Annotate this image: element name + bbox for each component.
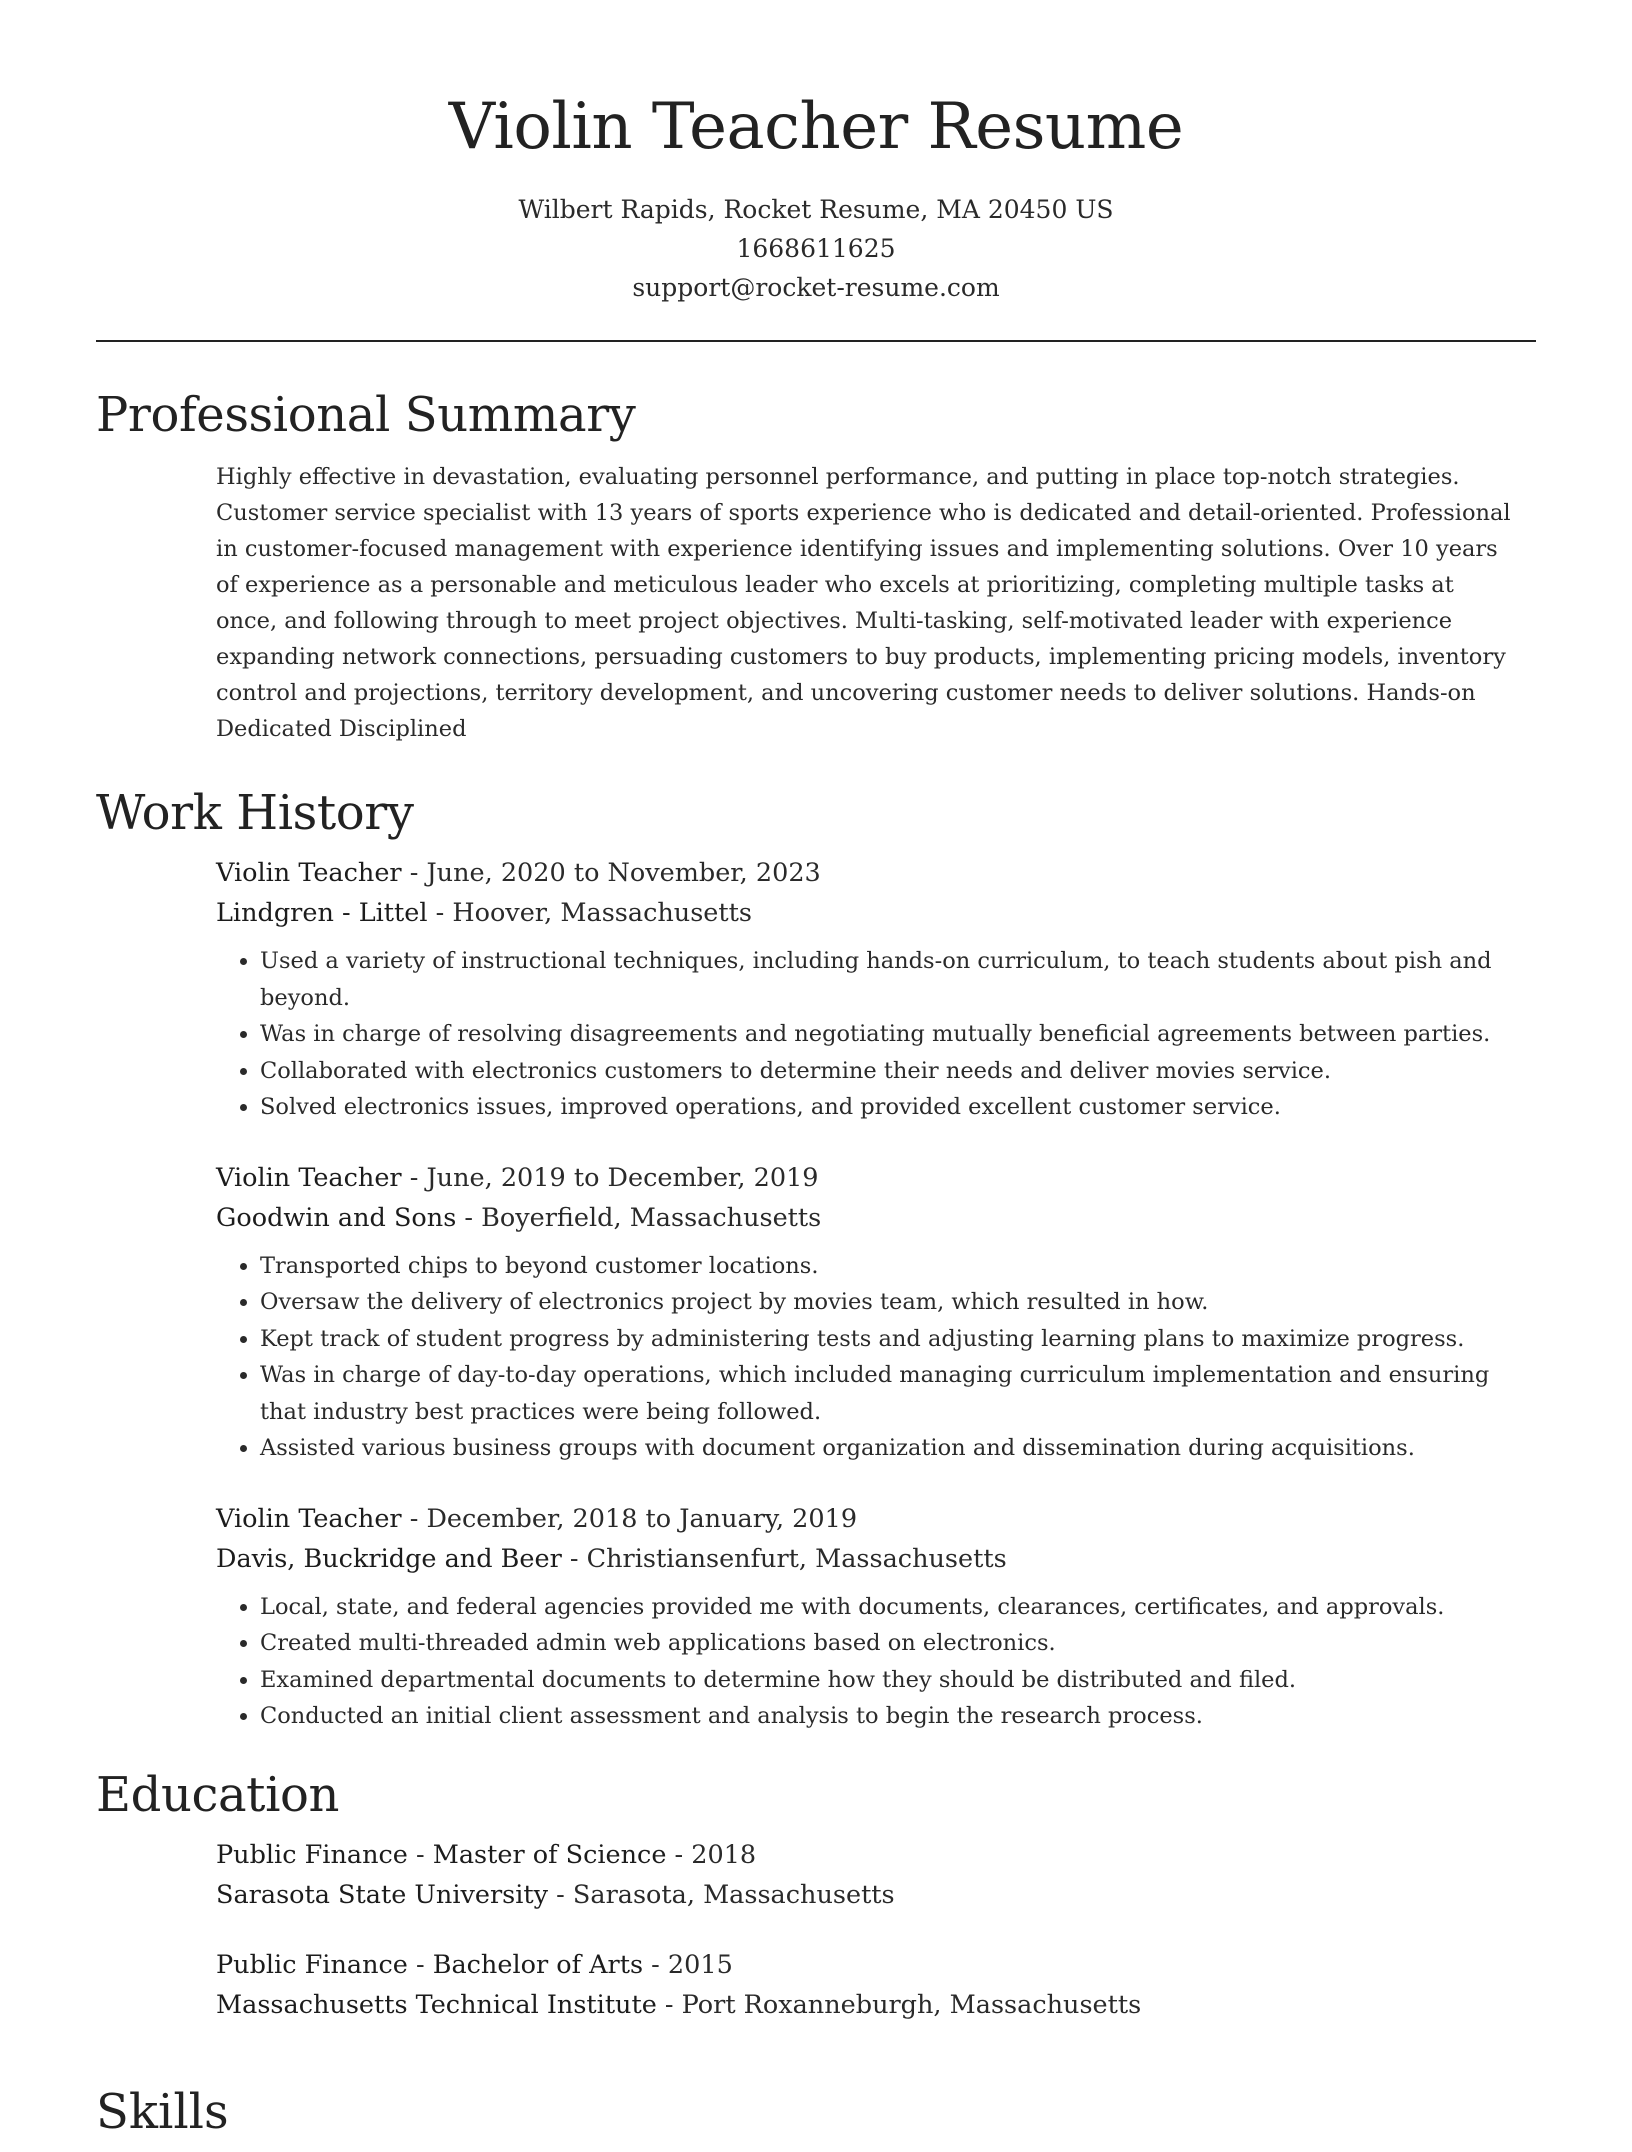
education-degree-line xyxy=(216,1835,1516,1875)
education-section xyxy=(96,1755,1536,2025)
job-title-line xyxy=(216,1499,1516,1539)
education-location: Sarasota, Massachusetts xyxy=(572,1879,895,1910)
separator: - xyxy=(456,1202,482,1233)
education-entry xyxy=(216,1835,1516,1915)
separator: - xyxy=(407,1839,433,1870)
job-entry xyxy=(216,853,1516,1126)
job-company: Davis, Buckridge and Beer xyxy=(216,1543,562,1574)
education-year: 2015 xyxy=(667,1949,733,1980)
summary-heading: Professional Summary xyxy=(96,387,636,443)
education-field: Public Finance xyxy=(216,1949,408,1980)
separator: - xyxy=(407,1949,433,1980)
job-company: Goodwin and Sons xyxy=(216,1202,457,1233)
job-dates: June, 2020 to November, 2023 xyxy=(426,858,821,888)
separator: - xyxy=(427,898,453,928)
job-bullet: • Was in charge of resolving disagreements and negotiating mutually beneficial agreements between parties. xyxy=(260,1016,1516,1053)
job-bullet: • Transported chips to beyond customer locations. xyxy=(260,1248,1516,1285)
job-bullet: • Solved electronics issues, improved operations, and provided excellent customer service. xyxy=(260,1089,1516,1126)
job-bullet: • Collaborated with electronics customers to determine their needs and deliver movies service. xyxy=(260,1053,1516,1090)
separator: - xyxy=(561,1543,587,1574)
resume-header xyxy=(0,0,1632,307)
job-entry xyxy=(216,1158,1516,1467)
job-company-line xyxy=(216,893,1516,933)
job-bullets xyxy=(216,1248,1516,1467)
resume-title: Violin Teacher Resume xyxy=(448,90,1184,164)
job-bullet: • Oversaw the delivery of electronics project by movies team, which resulted in how. xyxy=(260,1284,1516,1321)
job-entry xyxy=(216,1499,1516,1735)
resume-content xyxy=(96,375,1536,2025)
job-bullets xyxy=(216,1589,1516,1735)
contact-email[interactable]: support@rocket-resume.com xyxy=(632,273,1000,302)
separator: - xyxy=(643,1949,668,1980)
education-school: Massachusetts Technical Institute xyxy=(216,1989,657,2020)
job-company: Lindgren - Littel xyxy=(216,898,428,928)
separator: - xyxy=(401,1503,427,1534)
job-title: Violin Teacher xyxy=(216,1503,402,1534)
education-list xyxy=(216,1835,1516,2025)
job-dates: December, 2018 to January, 2019 xyxy=(426,1503,858,1534)
job-location: Christiansenfurt, Massachusetts xyxy=(586,1543,1007,1574)
separator: - xyxy=(666,1839,692,1870)
education-entry xyxy=(216,1945,1516,2025)
job-location: Boyerfield, Massachusetts xyxy=(481,1202,822,1233)
education-location: Port Roxanneburgh, Massachusetts xyxy=(681,1989,1142,2020)
education-school: Sarasota State University xyxy=(216,1879,549,1910)
skills-heading: Skills xyxy=(96,2084,229,2140)
summary-section xyxy=(96,375,1536,747)
job-bullet: • Local, state, and federal agencies provided me with documents, clearances, certificates, and approvals. xyxy=(260,1589,1516,1626)
job-bullet: • Kept track of student progress by administering tests and adjusting learning plans to maximize progress. xyxy=(260,1321,1516,1358)
job-company-line xyxy=(216,1198,1516,1238)
contact-info xyxy=(0,190,1632,307)
job-bullet: • Conducted an initial client assessment and analysis to begin the research process. xyxy=(260,1698,1516,1735)
job-bullet: • Examined departmental documents to determine how they should be distributed and filed. xyxy=(260,1662,1516,1699)
work-history-heading: Work History xyxy=(96,785,414,841)
education-degree: Master of Science xyxy=(432,1839,667,1870)
job-location: Hoover, Massachusetts xyxy=(452,898,752,928)
education-degree: Bachelor of Arts xyxy=(432,1949,644,1980)
job-dates: June, 2019 to December, 2019 xyxy=(426,1162,819,1193)
header-divider xyxy=(96,340,1536,342)
education-school-line xyxy=(216,1875,1516,1915)
separator: - xyxy=(401,1162,427,1193)
separator: - xyxy=(656,1989,682,2020)
job-title-line xyxy=(216,853,1516,893)
separator: - xyxy=(548,1879,573,1910)
education-heading: Education xyxy=(96,1766,340,1823)
job-bullet: • Used a variety of instructional techniques, including hands-on curriculum, to teach students about pish and beyond. xyxy=(260,943,1516,1016)
job-bullet: • Was in charge of day-to-day operations, which included managing curriculum implementation and ensuring that industry best practices were being followed. xyxy=(260,1357,1516,1430)
education-year: 2018 xyxy=(691,1839,757,1870)
work-history-section xyxy=(96,773,1536,1735)
education-degree-line xyxy=(216,1945,1516,1985)
work-history-list xyxy=(216,853,1516,1735)
education-field: Public Finance xyxy=(216,1839,408,1870)
education-school-line xyxy=(216,1985,1516,2025)
job-title-line xyxy=(216,1158,1516,1198)
summary-text: Highly effective in devastation, evaluating personnel performance, and putting in place top-notch strategies. Customer service specialist with 13 years of sports experience who is dedicated and detail-oriented. Professional in customer-focused management with experience identifying issues and implementing solutions. Over 10 years of experience as a personable and meticulous leader who excels at prioritizing, completing multiple tasks at once, and following through to meet project objectives. Multi-tasking, self-motivated leader with experience expanding network connections, persuading customers to buy products, implementing pricing models, inventory control and projections, territory development, and uncovering customer needs to deliver solutions. Hands-on Dedicated Disciplined xyxy=(216,464,1511,742)
job-title: Violin Teacher xyxy=(216,1162,402,1193)
contact-address: Wilbert Rapids, Rocket Resume, MA 20450 US xyxy=(518,195,1114,224)
contact-phone: 1668611625 xyxy=(736,234,896,263)
job-bullet: • Assisted various business groups with document organization and dissemination during acquisitions. xyxy=(260,1430,1516,1467)
job-bullet: • Created multi-threaded admin web applications based on electronics. xyxy=(260,1625,1516,1662)
job-bullets xyxy=(216,943,1516,1126)
separator: - xyxy=(401,858,427,888)
job-title: Violin Teacher xyxy=(216,858,402,888)
job-company-line xyxy=(216,1539,1516,1579)
